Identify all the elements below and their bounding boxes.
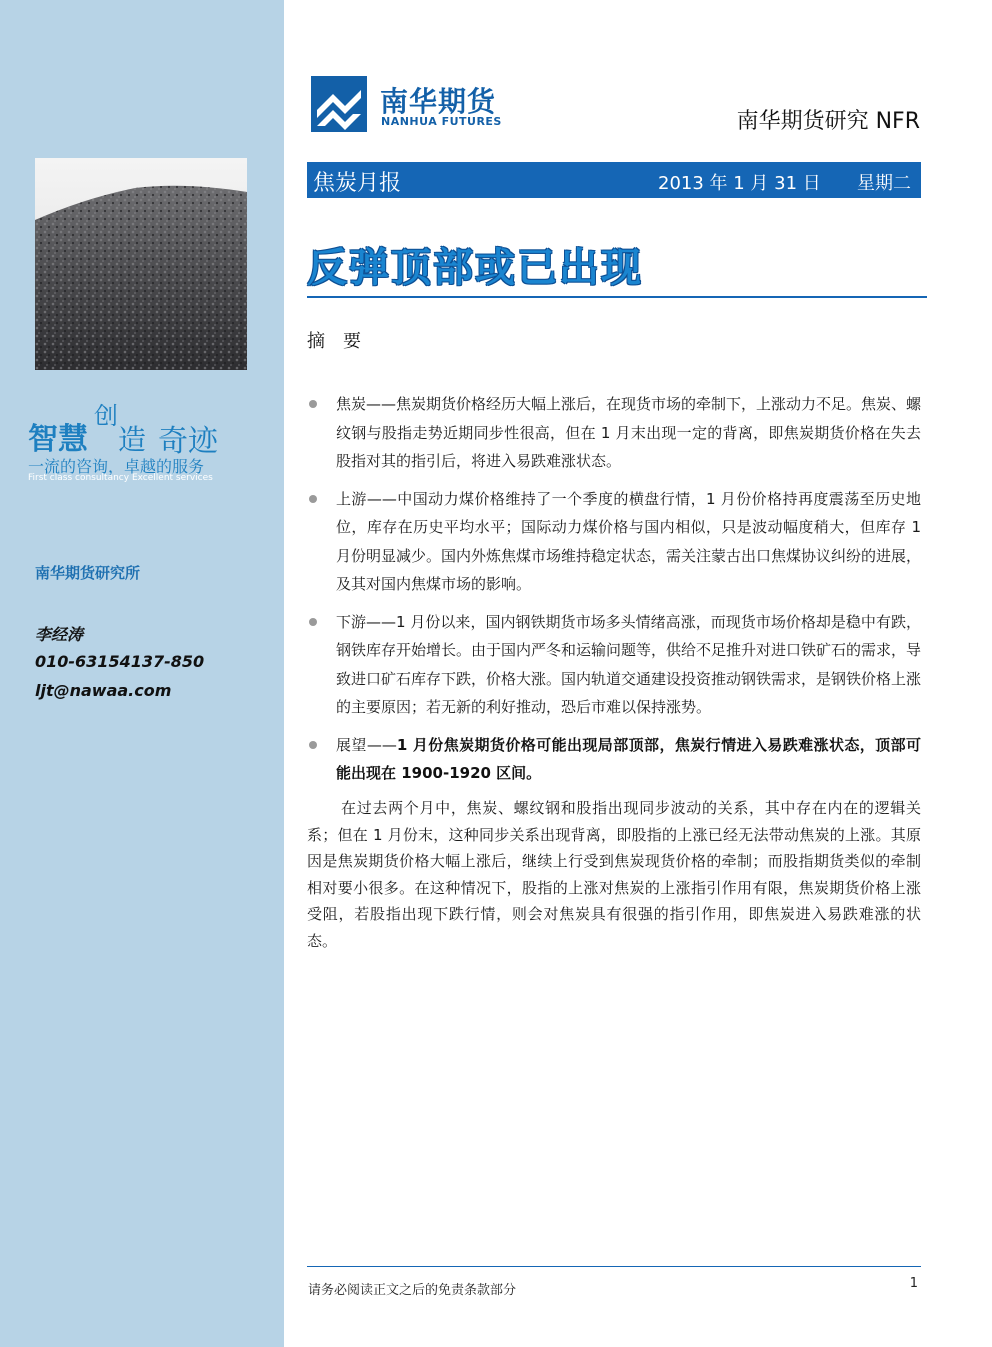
- body-paragraph: 在过去两个月中，焦炭、螺纹钢和股指出现同步波动的关系，其中存在内在的逻辑关系；但在 1 月份末，这种同步关系出现背离，即股指的上涨已经无法带动焦炭的上涨。其原因是焦炭期货价格大幅上涨后，继续上行受到焦炭现货价格的牵制；而股指期货类似的牵制相对要小很多。在这种情况下，股指的上涨对焦炭的上涨指引作用有限，焦炭期货价格上涨受阻，若股指出现下跌行情，则会对焦炭具有很强的指引作用，即焦炭进入易跌难涨的状态。: [307, 799, 921, 950]
- footer-divider: [307, 1266, 921, 1267]
- bullet-dot-icon: [309, 741, 317, 749]
- report-date: 2013 年 1 月 31 日: [658, 173, 821, 194]
- header-divider: [307, 296, 927, 298]
- bullet-outlook-bold: 1 月份焦炭期货价格可能出现局部顶部，焦炭行情进入易跌难涨状态，顶部可能出现在 1900-1920 区间。: [336, 735, 921, 782]
- bullet-outlook: [307, 731, 921, 788]
- bullet-dot-icon: [309, 495, 317, 503]
- slogan-part-1: 智慧: [28, 422, 88, 457]
- author-name: 李经涛: [35, 625, 84, 644]
- slogan-part-2: 创: [94, 402, 118, 430]
- slogan: [28, 396, 268, 486]
- logo-mark-icon: [311, 76, 367, 132]
- logo-chinese-name: 南华期货: [380, 85, 497, 118]
- bullet-dot-icon: [309, 400, 317, 408]
- abstract-heading: 摘要: [307, 331, 379, 352]
- report-weekday: 星期二: [857, 173, 911, 194]
- bullet-outlook-prefix: 展望——: [336, 735, 397, 754]
- bullet-text: 焦炭——焦炭期货价格经历大幅上涨后，在现货市场的牵制下，上涨动力不足。焦炭、螺纹钢与股指走势近期同步性很高，但在 1 月末出现一定的背离，即焦炭期货价格在失去股指对其的指引后，将进入易跌难涨状态。: [336, 395, 922, 470]
- coal-pile-image: [35, 158, 247, 370]
- slogan-part-3: 造: [118, 423, 147, 456]
- report-type: 焦炭月报: [313, 171, 402, 196]
- author-phone: 010-63154137-850: [35, 652, 205, 671]
- bullet-text: 上游——中国动力煤价格维持了一个季度的横盘行情，1 月份价格持再度震荡至历史地位，库存在历史平均水平；国际动力煤价格与国内相似，只是波动幅度稍大，但库存 1 月份明显减少。国内外炼焦煤市场维持稳定状态，需关注蒙古出口焦煤协议纠纷的进展，及其对国内焦煤市场的影响。: [336, 489, 922, 593]
- logo-english-name: NANHUA FUTURES: [381, 115, 502, 128]
- company-logo: [311, 76, 511, 132]
- research-label: 南华期货研究 NFR: [736, 109, 920, 134]
- disclaimer-note: 请务必阅读正文之后的免责条款部分: [308, 1283, 517, 1298]
- bullet-coke: [307, 390, 921, 476]
- slogan-tagline-en: First class consultancy Excellent services: [28, 473, 213, 483]
- sidebar: [0, 0, 284, 1347]
- slogan-part-4: 奇迹: [158, 424, 218, 459]
- page-title: 反弹顶部或已出现: [307, 245, 643, 291]
- bullet-upstream: [307, 485, 921, 599]
- slogan-tagline: 一流的咨询，卓越的服务: [28, 457, 205, 476]
- report-banner: [307, 162, 921, 198]
- author-email[interactable]: ljt@nawaa.com: [35, 681, 172, 700]
- coal-pile-illustration: [35, 158, 247, 370]
- page-number: 1: [909, 1276, 918, 1291]
- bullet-downstream: [307, 608, 921, 722]
- bullet-dot-icon: [309, 618, 317, 626]
- institute-name: 南华期货研究所: [35, 564, 141, 582]
- abstract-bullets: [307, 390, 921, 797]
- bullet-text: 下游——1 月份以来，国内钢铁期货市场多头情绪高涨，而现货市场价格却是稳中有跌，钢铁库存开始增长。由于国内严冬和运输问题等，供给不足推升对进口铁矿石的需求，导致进口矿石库存下跌，价格大涨。国内轨道交通建设投资推动钢铁需求，是钢铁价格上涨的主要原因；若无新的利好推动，恐后市难以保持涨势。: [336, 612, 922, 716]
